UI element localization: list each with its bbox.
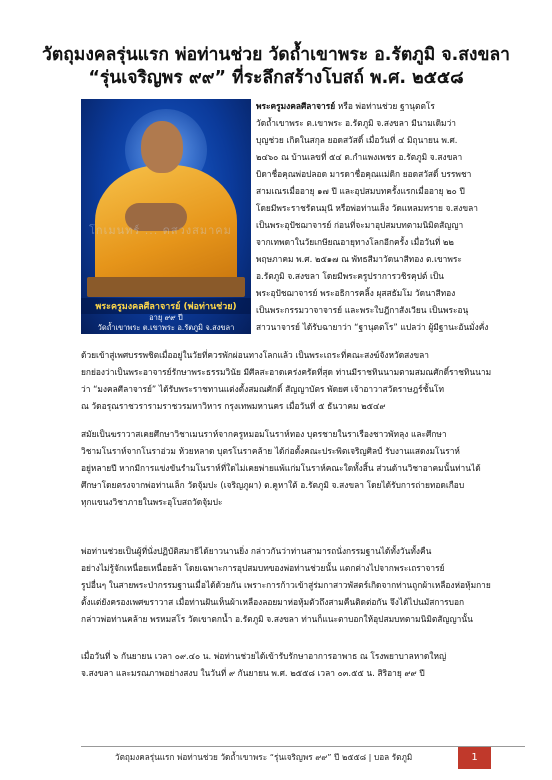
bio-line: เป็นพระกรรมวาจาจารย์ และพระใบฎีกาสังเวียน เป็นพระอนุ <box>256 305 469 315</box>
paragraph-line: อย่างไม่รู้จักเหนื่อยเหนื่อยล้า โดยเฉพาะการอุปสมบทของพ่อท่านช่วยนั้น แตกต่างไปจากพระเถราจารย์ <box>81 563 445 573</box>
page-title-line1: วัตถุมงคลรุ่นแรก พ่อท่านช่วย วัดถ้ำเขาพระ อ.รัตภูมิ จ.สงขลา <box>42 45 510 65</box>
bio-line: จากเทพดาในวัยเกษียณอายุทางโลกอีกครั้ง เมื่อวันที่ ๒๒ <box>256 237 454 247</box>
bio-line: สามเณรเมื่ออายุ ๑๗ ปี และอุปสมบทครั้งแรกเมื่ออายุ ๒๐ ปี <box>256 186 465 196</box>
paragraph-line: อยู่หลายปี หากมีการแข่งขันรำมโนราห์ที่ใดไม่เคยพ่ายแพ้แก่มโนราห์คณะใดทั้งสิ้น ส่วนด้านวิชาอาคมนั้นท่านได้ <box>81 463 481 473</box>
bio-lead-name: พระครูมงคลศีลาจารย์ <box>256 101 336 111</box>
paragraph-line: ยกย่องว่าเป็นพระอาจารย์รักษาพระธรรมวินัย มีศีลสะอาดเคร่งครัดที่สุด ท่านมีราชทินนามตามสมณศักดิ์ราชทินนาม <box>81 367 492 377</box>
monk-head <box>141 121 183 173</box>
bio-line: บุญช่วย เกิดในสกุล ยอดสวัสดิ์ เมื่อวันที่ ๔ มิถุนายน พ.ศ. <box>256 135 458 145</box>
paragraph-line: ทุกแขนงวิชาภายในพระอุโบสถวัดจุ้มปะ <box>81 497 223 507</box>
photo-watermark: โกเมนทร์ ... ดสวงสมาคม <box>89 224 232 237</box>
paragraph-line: ณ วัดอรุณราชวรารามราชวรมหาวิหาร กรุงเทพมหานคร เมื่อวันที่ ๕ ธันวาคม ๒๕๔๙ <box>81 401 386 411</box>
paragraph-line: รูปอื่นๆ ในสายพระป่ากรรมฐานเมื่อได้ด้วยกัน เพราะการก้าวเข้าสู่ร่มกาสาวพัสตร์เกิดจากท่านถูกผ้าเหลืองห่อหุ้มกาย <box>81 580 491 590</box>
bio-line: วัดถ้ำเขาพระ ต.เขาพระ อ.รัตภูมิ จ.สงขลา มีนามเดิมว่า <box>256 118 456 128</box>
paragraph-line: ตั้งแต่ยังครองเพศฆราวาส เมื่อท่านฝันเห็นผ้าเหลืองลอยมาห่อหุ้มตัวถึงสามคืนติดต่อกัน จึงได้ไปนมัสการบอก <box>81 597 465 607</box>
bio-first-line-rest: หรือ พ่อท่านช่วย ฐานุตตโร <box>335 101 435 111</box>
bio-line: สาวนาจารย์ ได้รับฉายาว่า “ฐานุตตโร” แปลว่า ผู้มีฐานะอันมั่งคั่ง <box>256 322 489 332</box>
paragraph-line: กล่าวพ่อท่านคล้าย พรหมสโร วัดเขาตกน้ำ อ.รัตภูมิ จ.สงขลา ท่านก็แนะตาบอกให้อุปสมบทตามนิมิตสัญญานั้น <box>81 614 473 624</box>
seat-base <box>87 277 245 297</box>
paragraph-line: จ.สงขลา และมรณภาพอย่างสงบ ในวันที่ ๙ กันยายน พ.ศ. ๒๕๕๘ เวลา ๐๓.๕๕ น. สิริอายุ ๙๙ ปี <box>81 668 425 678</box>
paragraph-line: เมื่อวันที่ ๖ กันยายน เวลา ๐๙.๔๐ น. พ่อท่านช่วยได้เข้ารับรักษาอาการอาพาธ ณ โรงพยาบาลหาดใหญ่ <box>81 651 447 661</box>
paragraph-line: พ่อท่านช่วยเป็นผู้ที่นั่งปฏิบัติสมาธิได้ยาวนานยิ่ง กล่าวกันว่าท่านสามารถนั่งกรรมฐานได้ทั้งวันทั้งคืน <box>81 546 432 556</box>
bio-line: อ.รัตภูมิ จ.สงขลา โดยมีพระครูปราการวชิรคุปต์ เป็น <box>256 271 444 281</box>
bio-line: โดยมีพระราชรัตนมุนี หรือพ่อท่านเส็ง วัดแหลมทราย จ.สงขลา <box>256 203 478 213</box>
photo-caption-age: อายุ ๙๙ ปี <box>149 313 183 322</box>
bio-line: พฤษภาคม พ.ศ. ๒๕๑๗ ณ พัทธสีมาวัดนาสีทอง ต.เขาพระ <box>256 254 462 264</box>
bio-line: บิดาชื่อคุณพ่อปลอด มารดาชื่อคุณแม่ดิก ยอดสวัสดิ์ บรรพชา <box>256 169 472 179</box>
bio-line: เป็นพระอุปัชฌาจารย์ ก่อนที่จะมาอุปสมบทตามนิมิตสัญญา <box>256 220 464 230</box>
photo-caption-name: พระครูมงคลศีลาจารย์ (พ่อท่านช่วย) <box>81 298 251 314</box>
paragraph-line: สมัยเป็นฆราวาสเคยศึกษาวิชาเมนราห์จากครูหมอมโนราห์ทอง บุตรชายในราเรืองชาวพัทลุง และศึกษา <box>81 429 447 439</box>
bio-first-line <box>256 98 522 115</box>
paragraph-line: ด้วยเข้าสู่เพศบรรพชิตเมื่ออยู่ในวัยที่ควรพักผ่อนทางโลกแล้ว เป็นพระเถระที่คณะสงฆ์จังหวัดสงขลา <box>81 350 429 360</box>
page-title-line2: “รุ่นเจริญพร ๙๙” ที่ระลึกสร้างโบสถ์ พ.ศ. ๒๕๕๘ <box>88 68 464 88</box>
paragraph-line: วิชามโนราห์จากโนราอ่วม ห้วยหลาด บุตรโนราคล้าย ได้ก่อตั้งคณะประพิตเจริญศิลป์ รับงานแสดงมโนราห์ <box>81 446 460 456</box>
bio-line: ๒๔๖๐ ณ บ้านเลขที่ ๕๔ ต.กำแพงเพชร อ.รัตภูมิ จ.สงขลา <box>256 152 463 162</box>
monk-portrait-photo <box>81 99 251 334</box>
bio-line: พระอุปัชฌาจารย์ พระอธิการคลิ้ง ผุสสธัมโม วัดนาสีทอง <box>256 288 456 298</box>
page-number: 1 <box>458 747 491 769</box>
paragraph-line: ว่า “มงคลศีลาจารย์” ได้รับพระราชทานแต่งตั้งสมณศักดิ์ สัญญาบัตร พัดยศ เจ้าอาวาสวัดราษฎร์ชั้นโท <box>81 384 445 394</box>
footer-text: วัตถุมงคลรุ่นแรก พ่อท่านช่วย วัดถ้ำเขาพระ “รุ่นเจริญพร ๙๙” ปี ๒๕๕๘ | บอล รัตภูมิ <box>115 752 413 762</box>
photo-caption-temple: วัดถ้ำเขาพระ ต.เขาพระ อ.รัตภูมิ จ.สงขลา <box>97 323 235 332</box>
paragraph-line: ศึกษาโดยตรงจากพ่อท่านเล็ก วัดจุ้มปะ (เจริญภูผา) ต.คูหาใต้ อ.รัตภูมิ จ.สงขลา โดยได้รับการถ่ายทอดเกือบ <box>81 480 465 490</box>
